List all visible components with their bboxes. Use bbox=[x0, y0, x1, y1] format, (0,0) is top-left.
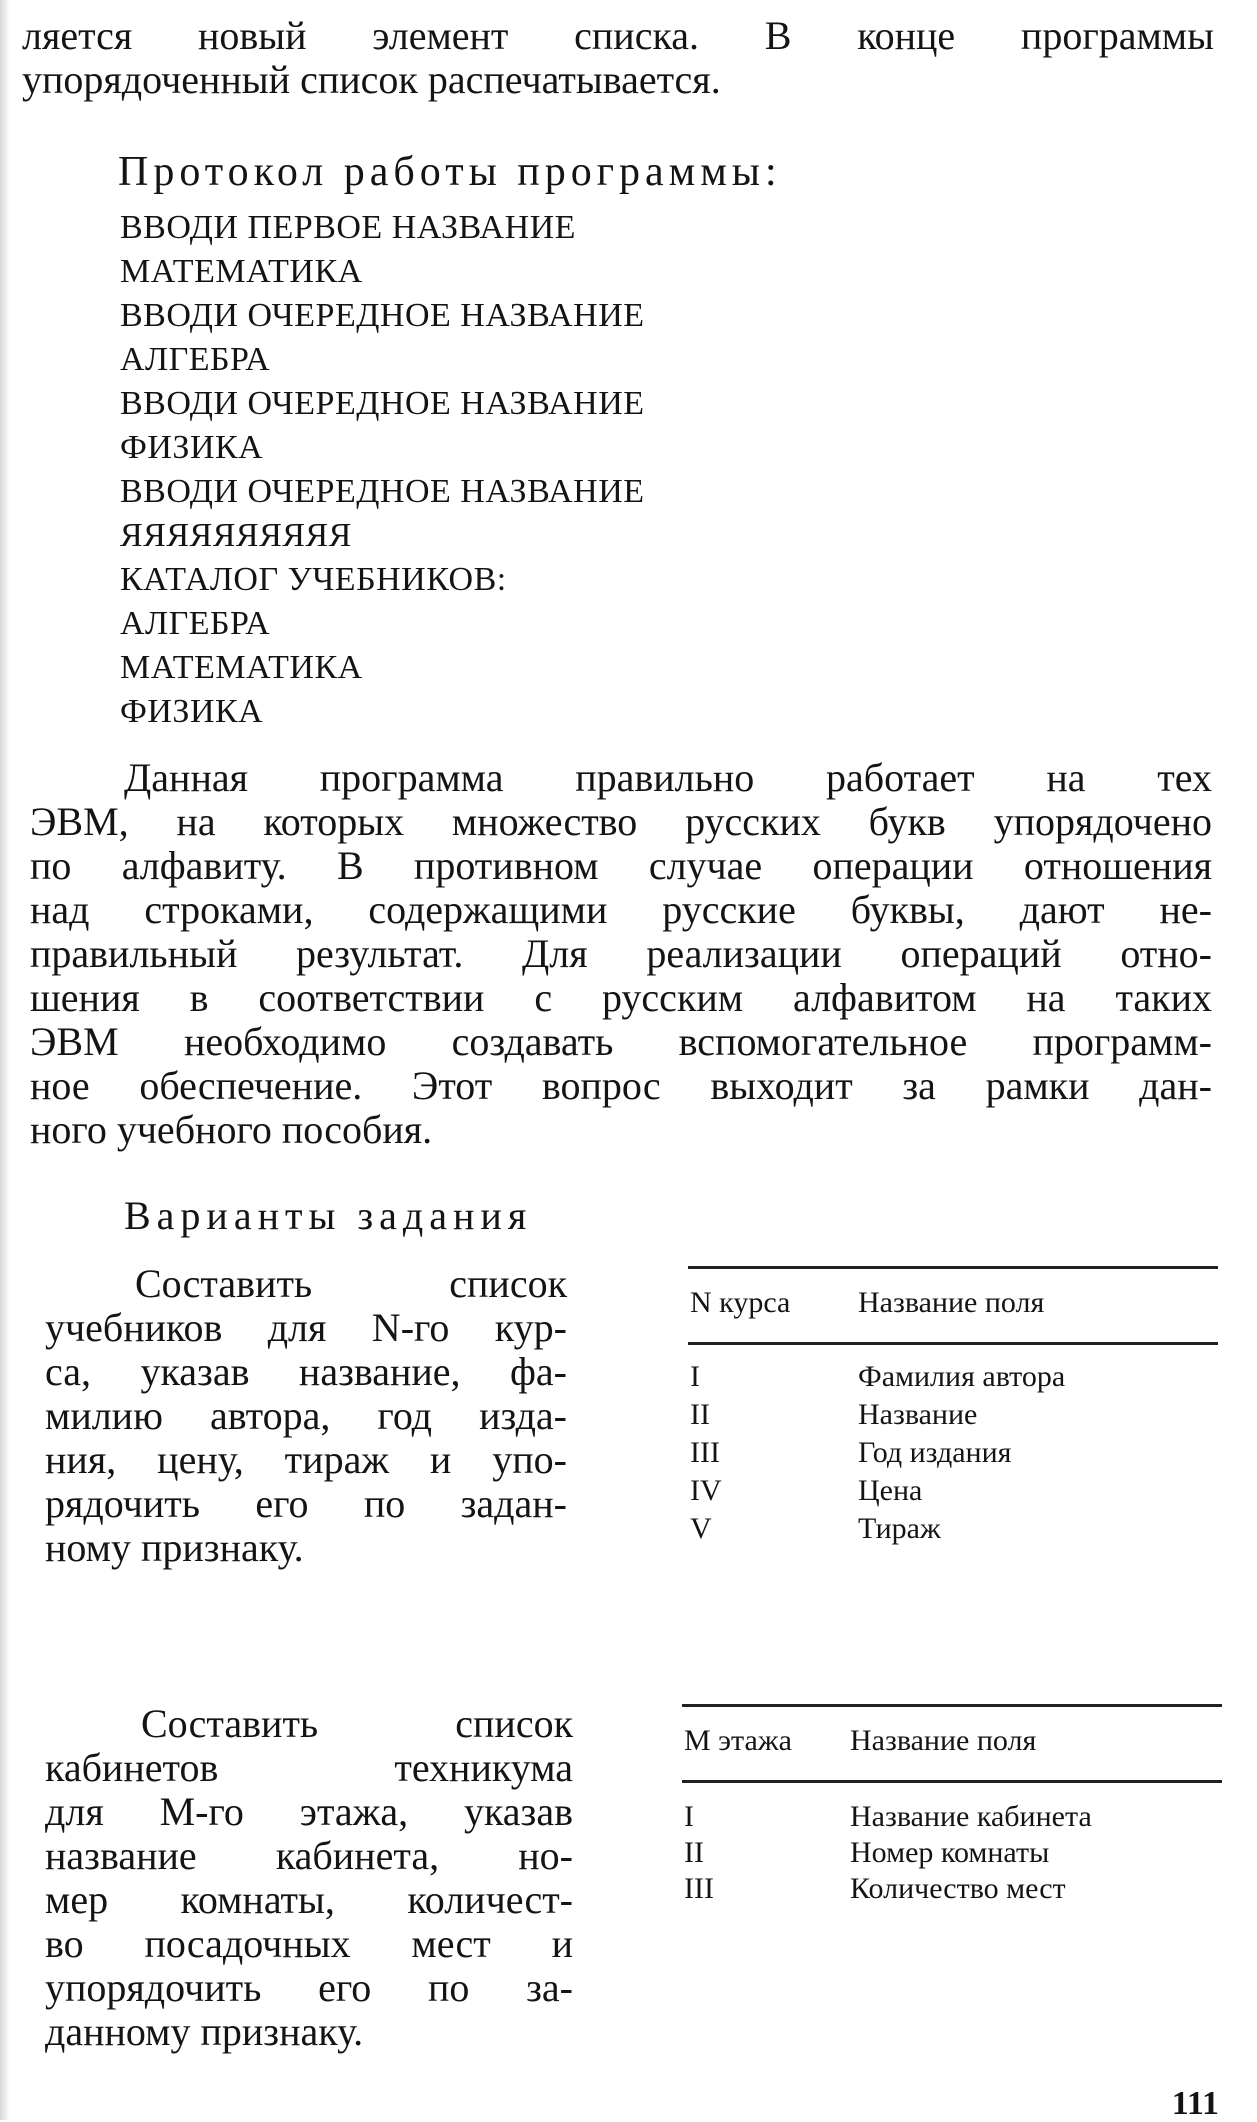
protocol-line: ВВОДИ ОЧЕРЕДНОЕ НАЗВАНИЕ bbox=[120, 385, 645, 422]
protocol-line: МАТЕМАТИКА bbox=[120, 649, 363, 686]
paragraph-line: правильный результат. Для реализации операций отно- bbox=[30, 931, 1212, 976]
task2-line: название кабинета, но- bbox=[45, 1833, 573, 1878]
table-row-num: III bbox=[690, 1436, 720, 1469]
protocol-heading: Протокол работы программы: bbox=[118, 149, 782, 195]
table-row-num: II bbox=[690, 1398, 710, 1431]
table-header-rule bbox=[688, 1342, 1218, 1345]
paragraph-line: шения в соответствии с русским алфавитом на таких bbox=[30, 975, 1212, 1020]
table-row-field: Название кабинета bbox=[850, 1800, 1092, 1833]
table-row-num: II bbox=[684, 1836, 704, 1869]
page-edge-shadow bbox=[0, 0, 10, 2120]
task2-line: кабинетов техникума bbox=[45, 1745, 573, 1790]
task2-table bbox=[682, 1700, 1222, 1930]
protocol-line: АЛГЕБРА bbox=[120, 605, 271, 642]
paragraph-line: Данная программа правильно работает на тех bbox=[124, 755, 1212, 800]
intro-line-1: ляется новый элемент списка. В конце программы bbox=[22, 13, 1214, 58]
table-row-field: Количество мест bbox=[850, 1872, 1066, 1905]
paragraph-line: ЭВМ, на которых множество русских букв упорядочено bbox=[30, 799, 1212, 844]
table-top-rule bbox=[682, 1704, 1222, 1707]
protocol-line: АЛГЕБРА bbox=[120, 341, 271, 378]
task2-line: Составить список bbox=[141, 1701, 573, 1746]
table-row-num: I bbox=[690, 1360, 700, 1393]
table-header-col2: Название поля bbox=[850, 1724, 1037, 1757]
table-row-field: Год издания bbox=[858, 1436, 1012, 1469]
task2-description bbox=[45, 1702, 573, 2054]
table-header-rule bbox=[682, 1780, 1222, 1783]
protocol-line: ВВОДИ ПЕРВОЕ НАЗВАНИЕ bbox=[120, 209, 576, 246]
paragraph-line: по алфавиту. В противном случае операции отношения bbox=[30, 843, 1212, 888]
task1-line: учебников для N-го кур- bbox=[45, 1305, 567, 1350]
table-row-num: III bbox=[684, 1872, 714, 1905]
task2-line: упорядочить его по за- bbox=[45, 1965, 573, 2010]
paragraph-line: ного учебного пособия. bbox=[30, 1107, 433, 1152]
task1-line: милию автора, год изда- bbox=[45, 1393, 567, 1438]
paragraph-line: ное обеспечение. Этот вопрос выходит за рамки дан- bbox=[30, 1063, 1212, 1108]
paragraph-line: над строками, содержащими русские буквы, дают не- bbox=[30, 887, 1212, 932]
task2-line: мер комнаты, количест- bbox=[45, 1877, 573, 1922]
protocol-line: МАТЕМАТИКА bbox=[120, 253, 363, 290]
table-row-num: V bbox=[690, 1512, 712, 1545]
protocol-line: КАТАЛОГ УЧЕБНИКОВ: bbox=[120, 561, 507, 598]
table-row-num: I bbox=[684, 1800, 694, 1833]
table-header-col1: N курса bbox=[690, 1286, 791, 1319]
task2-line: для М-го этажа, указав bbox=[45, 1789, 573, 1834]
protocol-line: ВВОДИ ОЧЕРЕДНОЕ НАЗВАНИЕ bbox=[120, 473, 645, 510]
protocol-line: ЯЯЯЯЯЯЯЯЯЯ bbox=[120, 517, 352, 554]
task1-description bbox=[45, 1262, 567, 1570]
task1-table bbox=[688, 1262, 1218, 1562]
table-header-col2: Название поля bbox=[858, 1286, 1045, 1319]
task1-line: са, указав название, фа- bbox=[45, 1349, 567, 1394]
protocol-line: ФИЗИКА bbox=[120, 429, 264, 466]
main-paragraph bbox=[30, 756, 1212, 1152]
task2-line: во посадочных мест и bbox=[45, 1921, 573, 1966]
table-row-num: IV bbox=[690, 1474, 722, 1507]
table-row-field: Тираж bbox=[858, 1512, 941, 1545]
table-header-col1: М этажа bbox=[684, 1724, 792, 1757]
protocol-line: ФИЗИКА bbox=[120, 693, 264, 730]
task1-line: Составить список bbox=[135, 1261, 567, 1306]
protocol-line: ВВОДИ ОЧЕРЕДНОЕ НАЗВАНИЕ bbox=[120, 297, 645, 334]
variants-heading: Варианты задания bbox=[124, 1193, 533, 1238]
table-row-field: Фамилия автора bbox=[858, 1360, 1066, 1393]
task1-line: рядочить его по задан- bbox=[45, 1481, 567, 1526]
table-row-field: Номер комнаты bbox=[850, 1836, 1050, 1869]
task1-line: ния, цену, тираж и упо- bbox=[45, 1437, 567, 1482]
table-row-field: Название bbox=[858, 1398, 978, 1431]
page-number: 111 bbox=[1171, 2085, 1219, 2122]
table-top-rule bbox=[688, 1266, 1218, 1269]
paragraph-line: ЭВМ необходимо создавать вспомогательное программ- bbox=[30, 1019, 1212, 1064]
intro-line-2: упорядоченный список распечатывается. bbox=[22, 57, 721, 102]
table-row-field: Цена bbox=[858, 1474, 923, 1507]
task1-line: ному признаку. bbox=[45, 1525, 304, 1570]
task2-line: данному признаку. bbox=[45, 2009, 364, 2054]
